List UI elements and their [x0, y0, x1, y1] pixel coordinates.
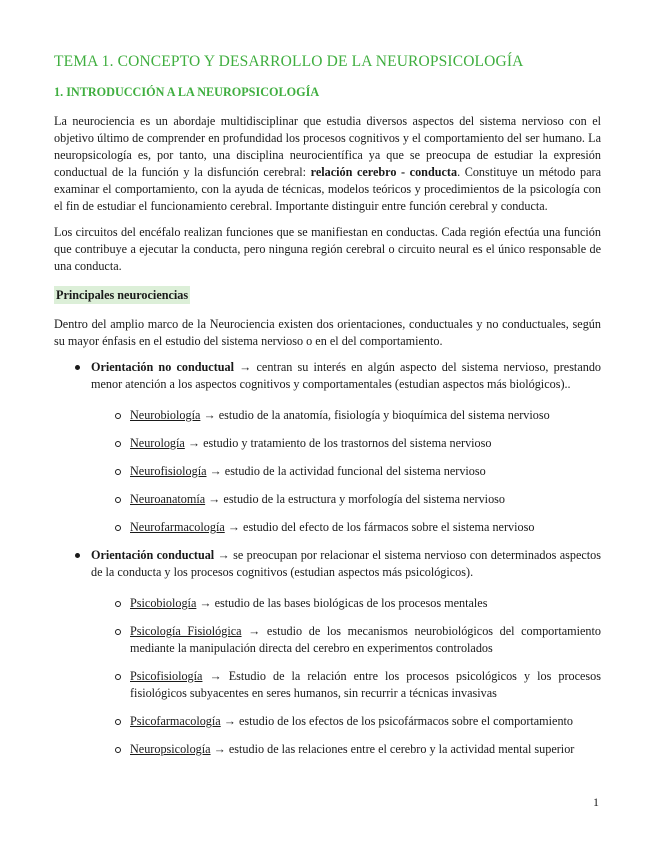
page-number: 1	[593, 795, 599, 809]
discipline-term: Psicobiología	[130, 596, 197, 610]
paragraph-intro-bold: relación cerebro - conducta	[310, 165, 458, 179]
circle-bullet-icon	[115, 441, 121, 447]
discipline-list	[91, 595, 601, 758]
discipline-desc: → estudio del efecto de los fármacos sobre el sistema nervioso	[224, 520, 535, 534]
list-item	[91, 519, 601, 536]
paragraph-intro-text-end: . Constituye un método para examinar el comportamiento, con la ayuda de técnicas, modelos teóricos y procedimientos de la psicología con el fin de estudiar el funcionamiento cerebral. Importante distinguir entre función cerebral y conducta.	[54, 165, 601, 213]
discipline-term: Psicología Fisiológica	[130, 624, 242, 638]
orientation-text: → se preocupan por relacionar el sistema nervioso con determinados aspectos de la conducta y los procesos cognitivos (estudian aspectos más psicológicos).	[91, 548, 601, 579]
discipline-term: Neurología	[130, 436, 185, 450]
discipline-desc: → estudio de los mecanismos neurobiológicos del comportamiento mediante la manipulación directa del cerebro en experimentos controlados	[130, 624, 601, 655]
list-item	[91, 407, 601, 424]
orientation-text: → centran su interés en algún aspecto del sistema nervioso, prestando menor atención a los aspectos cognitivos y comportamentales (estudian aspectos más biológicos)..	[91, 360, 602, 391]
discipline-term: Psicofisiología	[130, 669, 203, 683]
document-page	[54, 52, 601, 769]
circle-bullet-icon	[115, 629, 121, 635]
circle-bullet-icon	[115, 601, 121, 607]
paragraph-intro	[54, 113, 601, 215]
discipline-term: Neurobiología	[130, 408, 201, 422]
bullet-icon	[75, 365, 80, 370]
orientation-list	[54, 359, 601, 758]
list-item	[91, 713, 601, 730]
list-item	[91, 491, 601, 508]
discipline-list	[91, 407, 601, 536]
discipline-desc: → estudio de las bases biológicas de los procesos mentales	[196, 596, 488, 610]
circle-bullet-icon	[115, 674, 121, 680]
discipline-desc: → estudio de la anatomía, fisiología y bioquímica del sistema nervioso	[200, 408, 550, 422]
circle-bullet-icon	[115, 719, 121, 725]
discipline-term: Neuroanatomía	[130, 492, 206, 506]
circle-bullet-icon	[115, 497, 121, 503]
list-item	[91, 435, 601, 452]
discipline-term: Neurofarmacología	[130, 520, 225, 534]
circle-bullet-icon	[115, 525, 121, 531]
bullet-icon	[75, 553, 80, 558]
section-heading: 1. INTRODUCCIÓN A LA NEUROPSICOLOGÍA	[54, 85, 320, 99]
discipline-desc: → estudio y tratamiento de los trastornos del sistema nervioso	[184, 436, 492, 450]
list-item	[91, 668, 601, 702]
orientation-item	[54, 359, 601, 536]
discipline-desc: → estudio de la actividad funcional del sistema nervioso	[206, 464, 486, 478]
orientation-label: Orientación conductual	[91, 548, 215, 562]
discipline-term: Psicofarmacología	[130, 714, 221, 728]
discipline-term: Neuropsicología	[130, 742, 211, 756]
discipline-desc: → Estudio de la relación entre los procesos psicológicos y los procesos fisiológicos subyacentes en seres humanos, sin recurrir a técnicas invasivas	[130, 669, 601, 700]
list-item	[91, 595, 601, 612]
orientation-item	[54, 547, 601, 758]
subheading: Principales neurociencias	[56, 288, 189, 302]
circle-bullet-icon	[115, 413, 121, 419]
paragraph-circuits: Los circuitos del encéfalo realizan funciones que se manifiestan en conductas. Cada región efectúa una función que contribuye a ejecutar la conducta, pero ninguna región cerebral o circuito neural es el único responsable de una conducta.	[54, 225, 601, 273]
list-item	[91, 623, 601, 657]
list-item	[91, 463, 601, 480]
orientation-label: Orientación no conductual	[91, 360, 235, 374]
circle-bullet-icon	[115, 747, 121, 753]
discipline-desc: → estudio de las relaciones entre el cerebro y la actividad mental superior	[210, 742, 575, 756]
paragraph-orientations: Dentro del amplio marco de la Neurociencia existen dos orientaciones, conductuales y no conductuales, según su mayor énfasis en el estudio del sistema nervioso o en el del comportamiento.	[54, 317, 601, 348]
document-title: TEMA 1. CONCEPTO Y DESARROLLO DE LA NEUROPSICOLOGÍA	[54, 53, 524, 70]
discipline-term: Neurofisiología	[130, 464, 207, 478]
list-item	[91, 741, 601, 758]
subheading-highlight	[54, 284, 601, 316]
discipline-desc: → estudio de la estructura y morfología del sistema nervioso	[205, 492, 505, 506]
discipline-desc: → estudio de los efectos de los psicofármacos sobre el comportamiento	[220, 714, 574, 728]
circle-bullet-icon	[115, 469, 121, 475]
paragraph-intro-text: La neurociencia es un abordaje multidisciplinar que estudia diversos aspectos del sistema nervioso con el objetivo último de comprender en profundidad los procesos cognitivos y el comportamiento del ser humano. La neuropsicología es, por tanto, una disciplina neurocientífica ya que se preocupa de estudiar la expresión conductual de la función y la disfunción cerebral:	[54, 114, 601, 179]
